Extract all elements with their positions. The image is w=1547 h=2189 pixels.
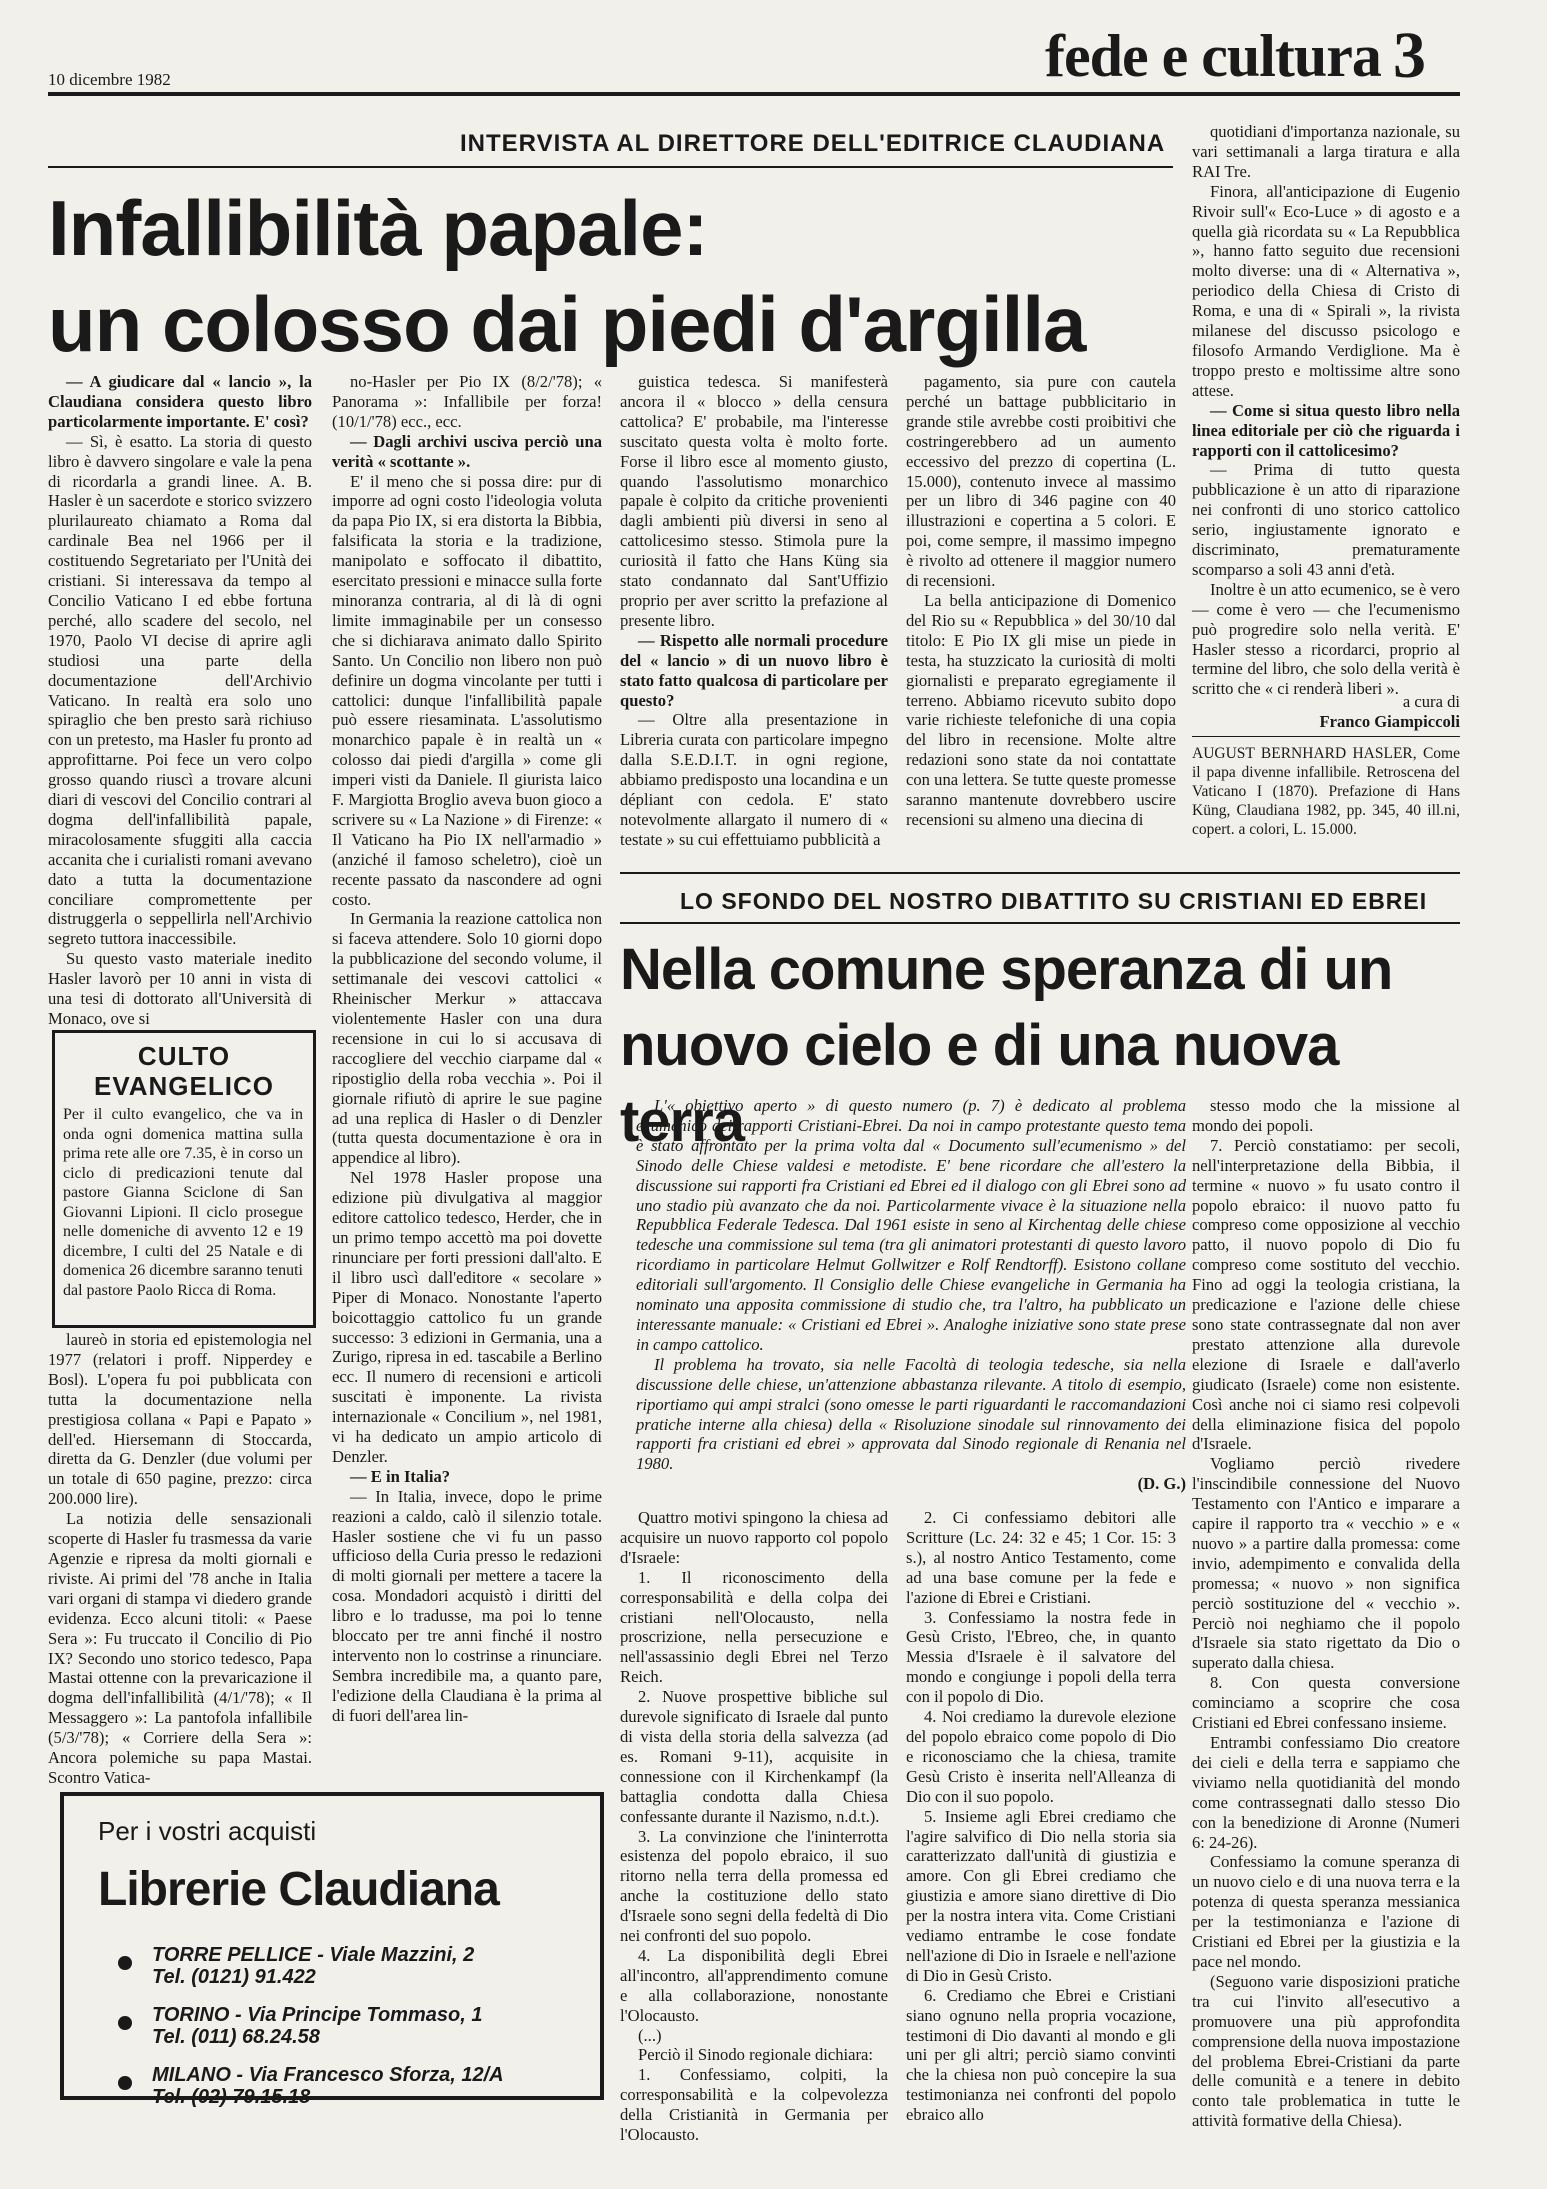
store-address: TORRE PELLICE - Viale Mazzini, 2 xyxy=(152,1944,475,1966)
article1-col2-paragraph: — E in Italia? xyxy=(350,1466,451,1486)
article2-colC-paragraph: Vogliamo perciò rivedere l'inscindibile connessione del Nuovo Testamento con l'Antico e imparare a capire il rapporto tra « vecchio » e « nuovo » a partire dalla promessa: come invio, adempimento e convalida della promessa; « nuovo » non significa perciò sostituzione del « vecchio ». Perciò noi neghiamo che il popolo d'Israele sia stato rigettato da Dio o superato dalla chiesa. xyxy=(1192,1454,1460,1673)
article2-colB-paragraph: 6. Crediamo che Ebrei e Cristiani siano ognuno nella propria vocazione, testimoni di Dio davanti al mondo e gli uni per gli altri; perciò siamo convinti che la chiesa non può concepire la sua testimonianza nei confronti del popolo ebraico allo xyxy=(906,1985,1176,2125)
article1-col5-paragraph: — Come si situa questo libro nella linea editoriale per ciò che riguarda i rapporti con il cattolicesimo? xyxy=(1192,400,1460,460)
librerie-claudiana-ad xyxy=(60,1792,604,2108)
article2-kicker: LO SFONDO DEL NOSTRO DIBATTITO SU CRISTIANI ED EBREI xyxy=(680,888,1428,914)
article2-top-rule xyxy=(620,872,1460,874)
article2-colA-paragraph: 3. La convinzione che l'ininterrotta esistenza del popolo ebraico, il suo ritorno nella terra della promessa ed anche la costituzione dello stato d'Israele sono segni della fedeltà di Dio nei confronti del suo popolo. xyxy=(620,1826,888,1946)
article2-colA-paragraph: (...) xyxy=(638,2025,662,2045)
article1-col1-cont-paragraph: La notizia delle sensazionali scoperte di Hasler fu trasmessa da varie Agenzie e ripresa da molti giornali e riviste. Ai primi del '78 anche in Italia vari organi di stampa vi diedero grande evidenza. Ecco alcuni titoli: « Paese Sera »: Fu truccato il Concilio di Pio IX? Secondo uno storico tedesco, Papa Mastai ottenne con la prevaricazione il dogma dell'infallibilità (4/1/'78); « Il Messaggero »: La pantofola infallibile (5/3/'78); « Corriere della Sera »: Ancora polemiche su papa Mastai. Scontro Vatica- xyxy=(48,1509,312,1787)
article1-col1-paragraph: — A giudicare dal « lancio », la Claudiana considera questo libro particolarmente importante. E' così? xyxy=(48,372,312,431)
article1-col2-paragraph: — Dagli archivi usciva perciò una verità « scottante ». xyxy=(332,431,602,471)
article2-column-b xyxy=(906,1508,1176,2125)
headline-line-1: Infallibilità papale: xyxy=(48,184,708,272)
culto-title-line-2: EVANGELICO xyxy=(94,1071,274,1101)
article2-headline-line-1: Nella comune speranza di un xyxy=(620,937,1393,1002)
article2-colC-paragraph: 8. Con questa conversione cominciamo a scoprire che cosa Cristiani ed Ebrei confessano insieme. xyxy=(1192,1673,1460,1733)
article1-col5-paragraph: — Prima di tutto questa pubblicazione è un atto di riparazione nei confronti di uno storico cattolico serio, ingiustamente ignorato e discriminato, prematuramente scomparso a soli 43 anni d'età. xyxy=(1192,460,1460,579)
ad-intro: Per i vostri acquisti xyxy=(98,1816,317,1846)
book-citation: AUGUST BERNHARD HASLER, Come il papa divenne infallibile. Retroscena del Vaticano I (1870). Prefazione di Hans Küng, Claudiana 1982, pp. 345, 40 ill.ni, copert. a colori, L. 15.000. xyxy=(1192,745,1460,838)
article1-col2-paragraph: In Germania la reazione cattolica non si faceva attendere. Solo 10 giorni dopo la pubblicazione del secondo volume, il settimanale dei vescovi cattolici « Rheinischer Merkur » attaccava violentemente Hasler con una dura recensione in cui lo si accusava di raccogliere del vecchio ciarpame dal « ripostiglio della roba vecchia ». Poi il giornale rifiutò di aprire le sue pagine ad una replica di Hasler o di Denzler (tutta questa documentazione è ora in appendice al libro). xyxy=(332,909,602,1168)
store-phone: Tel. (0121) 91.422 xyxy=(152,1966,316,1988)
article1-col4-paragraph: La bella anticipazione di Domenico del Rio su « Repubblica » del 30/10 dal titolo: E Pio IX gli mise un piede in testa, ha stuzzicato la curiosità di molti giornalisti e preparato egregiamente il terreno. Abbiamo ricevuto subito dopo varie richieste telefoniche di una copia del libro in recensione. Molte altre redazioni sono state da noi contattate con una lettera. Se tutte queste promesse saranno mantenute dovrebbero uscire recensioni su almeno una diecina di xyxy=(906,590,1176,829)
store-milano xyxy=(118,2064,504,2108)
store-address: TORINO - Via Principe Tommaso, 1 xyxy=(152,2004,483,2026)
store-phone: Tel. (011) 68.24.58 xyxy=(152,2026,320,2048)
article2-colA-paragraph: 1. Il riconoscimento della corresponsabilità e della colpa dei cristiani nell'Olocausto, nella proscrizione, nella persecuzione e nell'assassinio degli Ebrei nel Terzo Reich. xyxy=(620,1567,888,1687)
culto-box xyxy=(52,1030,316,1328)
article2-colA-paragraph: Perciò il Sinodo regionale dichiara: xyxy=(638,2045,874,2065)
article2-headline-line-2: nuovo cielo e di una nuova terra xyxy=(620,1013,1339,1154)
article1-col2-paragraph: E' il meno che si possa dire: pur di imporre ad ogni costo l'ideologia voluta da papa Pio IX, si era distorta la Bibbia, falsificata la storia e la tradizione, manipolato e soffocato il dibattito, esercitato pressioni e minacce sulla forte minoranza contraria, al di là di ogni limite immaginabile per un consesso che si dichiarava animato dallo Spirito Santo. Un Concilio non libero non può definire un dogma vincolante per tutti i cattolici: dunque l'infallibilità papale può essere riesaminata. L'assolutismo monarchico papale è in realtà un « colosso dai piedi d'argilla » come gli imperi visti da Daniele. Il giurista laico F. Margiotta Broglio aveva buon gioco a scrivere su « La Nazione » di Firenze: « Il Vaticano ha Pio IX nell'armadio » (anziché il famoso scheletro), cioè un recente passato da nascondere ad ogni costo. xyxy=(332,471,602,909)
signature-prefix: a cura di xyxy=(1402,692,1460,711)
article2-intro-signature: (D. G.) xyxy=(1137,1474,1186,1494)
issue-date: 10 dicembre 1982 xyxy=(48,70,171,89)
article2-colA-paragraph: Quattro motivi spingono la chiesa ad acquisire un nuovo rapporto col popolo d'Israele: xyxy=(620,1508,888,1567)
article2-colA-paragraph: 2. Nuove prospettive bibliche sul durevole significato di Israele dal punto di vista della storia della salvezza (ad es. Romani 9-11), acquisite in connessione con il Kirchenkampf (la battaglia condotta dalla Chiesa confessante durante il Nazismo, n.d.t.). xyxy=(620,1687,888,1826)
article1-col3-paragraph: — Rispetto alle normali procedure del « lancio » di un nuovo libro è stato fatto qualcosa di particolare per questo? xyxy=(620,630,888,710)
article1-col2-paragraph: no-Hasler per Pio IX (8/2/'78); « Panorama »: Infallibile per forza! (10/1/'78) ecc., ecc. xyxy=(332,372,602,431)
article1-kicker: INTERVISTA AL DIRETTORE DELL'EDITRICE CLAUDIANA xyxy=(460,130,1166,157)
article2-intro-para-2: Il problema ha trovato, sia nelle Facoltà di teologia tedesche, sia nella discussione delle chiese, un'attenzione abbastanza rilevante. A titolo di esempio, riportiamo qui ampi stralci (sono omesse le parti riguardanti le raccomandazioni pratiche interne alla chiesa) della « Risoluzione sinodale sul rinnovamento dei rapporti fra cristiani ed ebrei » approvata dal Sinodo regionale di Renania nel 1980. xyxy=(636,1354,1186,1474)
article1-column-2 xyxy=(332,372,602,1780)
article2-colB-paragraph: 5. Insieme agli Ebrei crediamo che l'agire salvifico di Dio nella storia sia caratterizzato dall'unità di giustizia e amore. Con gli Ebrei crediamo che giustizia e amore siano direttive di Dio per la nostra intera vita. Come Cristiani vediamo entrambe le cose fondate nell'azione di Dio in Israele e nell'azione di Dio in Gesù Cristo. xyxy=(906,1806,1176,1985)
store-torre-pellice xyxy=(118,1944,504,1988)
store-torino xyxy=(118,2004,504,2048)
article2-colC-paragraph: stesso modo che la missione al mondo dei popoli. xyxy=(1192,1096,1460,1135)
article1-col5-paragraph: Inoltre è un atto ecumenico, se è vero — come è vero — che l'ecumenismo può progredire solo nella verità. E' Hasler stesso a ricordarci, proprio al termine del libro, che solo della verità è scritto che « ci renderà liberi ». xyxy=(1192,579,1460,699)
article1-col4-paragraph: pagamento, sia pure con cautela perché un battage pubblicitario in grande stile avrebbe costi proibitivi che costringerebbero ad un aumento eccessivo del prezzo di copertina (L. 15.000), contenuto invece al massimo per un libro di 346 pagine con 40 illustrazioni e copertina a 5 colori. E poi, come sempre, il massimo impegno è rivolto ad ottenere il maggior numero di recensioni. xyxy=(906,372,1176,591)
ad-brand: Librerie Claudiana xyxy=(98,1863,499,1916)
store-list xyxy=(118,1944,504,2124)
section-title: fede e cultura xyxy=(1045,23,1381,89)
article2-colA-paragraph: 1. Confessiamo, colpiti, la corresponsabilità e la colpevolezza della Cristianità in Germania per l'Olocausto. xyxy=(620,2065,888,2145)
article1-headline xyxy=(48,180,1173,372)
article1-col2-paragraph: Nel 1978 Hasler propose una edizione più divulgativa al maggior editore cattolico tedesco, Herder, che in un primo tempo accettò ma poi dovette rinunciare per forti pressioni dall'alto. E il libro uscì dall'editore « secolare » Piper di Monaco. Nonostante l'aperto boicottaggio cattolico fu un grande successo: 3 edizioni in Germania, una a Zurigo, ripresa in ed. tascabile a Berlino ecc. Il numero di recensioni e articoli suscitati è imponente. La rivista internazionale « Concilium », nel 1981, vi ha dedicato un ampio articolo di Denzler. xyxy=(332,1168,602,1466)
article2-colB-paragraph: 3. Confessiamo la nostra fede in Gesù Cristo, l'Ebreo, che, in quanto Messia d'Israele è il salvatore del mondo e congiunge i popoli della terra con il popolo di Dio. xyxy=(906,1607,1176,1707)
article1-col1-paragraph: — Sì, è esatto. La storia di questo libro è davvero singolare e vale la pena di ricordarla a grandi linee. A. B. Hasler è un sacerdote e storico svizzero plurilaureato chiamato a Roma dal cardinale Bea nel 1966 per il costituendo Segretariato per l'Unità dei cristiani. Si interessava da tempo al Concilio Vaticano I ed ebbe fortuna perché, allo scadere del secolo, nel 1970, Paolo VI decise di aprire agli studiosi una parte della documentazione dell'Archivio Vaticano. In realtà era solo uno spiraglio che ben presto sarà richiuso con un pretesto, ma Hasler fu pronto ad approfittarne. Poi fece un vero colpo grosso quando riuscì a trovare alcuni diari di vescovi del Concilio contrari al dogma dell'infallibilità papale, miracolosamente sfuggiti alla caccia accanita che i curialisti romani avevano dato a tutta la documentazione conciliare compromettente per distruggerla o seppellirla nell'Archivio segreto tuttora inaccessibile. xyxy=(48,431,312,949)
article1-signature xyxy=(1192,692,1460,738)
article2-intro xyxy=(636,1096,1186,1504)
article1-col2-paragraph: — In Italia, invece, dopo le prime reazioni a caldo, calò il silenzio totale. Hasler sostiene che vi fu un passo ufficioso della Curia presso le redazioni di molti giornali per mettere a tacere la cosa. Mondadori acquistò i diritti del libro e lo tradusse, ma poi lo tenne bloccato per tre anni finché il nostro intervento non lo costrinse a rinunciare. Sembra incredibile ma, a quanto pare, l'edizione della Claudiana è la prima al di fuori dell'area lin- xyxy=(332,1486,602,1725)
article2-colC-paragraph: Entrambi confessiamo Dio creatore dei cieli e della terra e sappiamo che viviamo nella quotidianità del mondo come contrassegnati dallo stesso Dio con la benedizione di Aronne (Numeri 6: 24-26). xyxy=(1192,1733,1460,1852)
article2-colB-paragraph: 4. Noi crediamo la durevole elezione del popolo ebraico come popolo di Dio e riconosciamo che la chiesa, tramite Gesù Cristo è inserita nell'Alleanza di Dio con il suo popolo. xyxy=(906,1707,1176,1806)
culto-box-text: Per il culto evangelico, che va in onda ogni domenica mattina sulla prima rete alle ore 7.35, è in corso un ciclo di predicazioni tenute dal pastore Gianna Sciclone di San Giovanni Lipioni. Il ciclo prosegue nelle domeniche di avvento 12 e 19 dicembre, I culti del 25 Natale e di domenica 26 dicembre saranno tenuti dal pastore Paolo Ricca di Roma. xyxy=(63,1106,303,1299)
article1-col5-paragraph: Finora, all'anticipazione di Eugenio Rivoir sull'« Eco-Luce » di agosto e a quella già ricordata su « La Repubblica », hanno fatto seguito due recensioni molto diverse: una di « Alternativa », periodico della Chiesa di Cristo di Roma, e una di « Spirali », la rivista milanese del discusso psicologo e filosofo Armando Verdiglione. Ma è troppo presto e moltissime altre sono attese. xyxy=(1192,181,1460,400)
article2-colC-paragraph: 7. Perciò constatiamo: per secoli, nell'interpretazione della Bibbia, il termine « nuovo » fu usato contro il popolo ebraico: il nuovo patto fu compreso come opposizione al vecchio patto, il nuovo popolo di Dio fu compreso come sostituto del vecchio. Fino ad oggi la teologia cristiana, la predicazione e l'azione delle chiese sono state contrassegnate dal non aver prestato attenzione alla durevole elezione di Israele e dall'averlo giudicato (Israele) come non esistente. Così anche noi ci siamo resi colpevoli della eliminazione fisica del popolo d'Israele. xyxy=(1192,1135,1460,1454)
store-phone: Tel. (02) 79.15.18 xyxy=(152,2086,311,2108)
article1-col1-paragraph: Su questo vasto materiale inedito Hasler lavorò per 10 anni in vista di una tesi di dottorato all'Università di Monaco, ove si xyxy=(48,949,312,1028)
signature-name: Franco Giampiccoli xyxy=(1319,711,1460,731)
culto-box-title xyxy=(55,1041,313,1101)
article1-column-3 xyxy=(620,372,888,852)
headline-line-2: un colosso dai piedi d'argilla xyxy=(48,280,1086,368)
article1-column-5 xyxy=(1192,122,1460,742)
article1-column-4 xyxy=(906,372,1176,852)
article2-colA-paragraph: 4. La disponibilità degli Ebrei all'incontro, all'apprendimento comune e alla collaborazione, nonostante l'Olocausto. xyxy=(620,1945,888,2025)
article2-column-c xyxy=(1192,1096,1460,2131)
article1-col3-paragraph: — Oltre alla presentazione in Libreria curata con particolare impegno dalla S.E.D.I.T. in ogni regione, abbiamo predisposto una locandina e un dépliant con cedola. E' stato notevolmente allargato il numero di « testate » su cui effettuiamo pubblicità a xyxy=(620,710,888,849)
article1-col3-paragraph: guistica tedesca. Si manifesterà ancora il « blocco » della censura cattolica? E' probabile, ma l'interesse suscitato questa volta è molto forte. Forse il libro esce al momento giusto, quando l'assolutismo monarchico papale è colpito da critiche provenienti dagli ambienti più diversi in seno al cattolicesimo stesso. Stimola pure la curiosità il fatto che Hans Küng sia stato condannato dal Sant'Uffizio proprio per aver scritto la prefazione al presente libro. xyxy=(620,372,888,630)
page-number: 3 xyxy=(1393,19,1426,92)
citation-rule xyxy=(1192,736,1460,737)
article1-col1-cont-paragraph: laureò in storia ed epistemologia nel 1977 (relatori i proff. Nipperdey e Bosl). L'opera fu poi pubblicata con tutta la documentazione nella prestigiosa collana « Papi e Papato » dell'ed. Hiersemann di Stoccarda, diretta da G. Denzler (due volumi per un totale di 650 pagine, prezzo: circa 200.000 lire). xyxy=(48,1330,312,1509)
article2-intro-para-1: L'« obiettivo aperto » di questo numero (p. 7) è dedicato al problema ecumenico dei rapporti Cristiani-Ebrei. Da noi in campo protestante questo tema è stato affrontato per la prima volta dal « Documento sull'ecumenismo » del Sinodo delle Chiese valdesi e metodiste. E' bene ricordare che all'estero la discussione sui rapporti fra Cristiani ed Ebrei ed il dialogo con gli Ebrei sono ad uno stadio più avanzato che da noi. Particolarmente vivace è la situazione nella Repubblica Federale Tedesca. Dal 1961 esiste in seno al Kirchentag delle chiese tedesche una commissione sul tema (tra gli animatori protestanti di questo lavoro ricordiamo in particolare Helmut Gollwitzer e Rolf Rendtorff). Esistono collane editoriali sull'argomento. Il Consiglio delle Chiese evangeliche in Germania ha nominato una apposita commissione di studio che, tra l'altro, ha pubblicato un interessante manuale: « Cristiani ed Ebrei ». Analoghe iniziative sono state prese in campo cattolico. xyxy=(636,1096,1186,1354)
article2-colC-paragraph: Confessiamo la comune speranza di un nuovo cielo e di una nuova terra e la potenza di questa speranza messianica per la testimonianza e l'azione di Cristiani ed Ebrei per la giustizia e la pace nel mondo. xyxy=(1192,1852,1460,1971)
article2-kicker-rule xyxy=(620,922,1460,924)
article2-colC-paragraph: (Seguono varie disposizioni pratiche tra cui l'invito all'esecutivo a promuovere una più approfondita comprensione della nuova impostazione del problema Ebrei-Cristiani da parte delle comunità e a tenere in debito conto tale problematica in tutte le attività formative della Chiesa). xyxy=(1192,1971,1460,2131)
article1-col5-paragraph: quotidiani d'importanza nazionale, su vari settimanali a larga tiratura e alla RAI Tre. xyxy=(1192,122,1460,181)
kicker-rule xyxy=(48,166,1173,168)
article1-column-1-continued xyxy=(48,1330,312,1787)
article2-column-a xyxy=(620,1508,888,2145)
article1-column-1 xyxy=(48,372,312,1028)
masthead-rule xyxy=(48,92,1460,96)
culto-title-line-1: CULTO xyxy=(137,1041,231,1071)
store-address: MILANO - Via Francesco Sforza, 12/A xyxy=(152,2064,504,2086)
article2-colB-paragraph: 2. Ci confessiamo debitori alle Scritture (Lc. 24: 32 e 45; 1 Cor. 15: 3 s.), al nostro Antico Testamento, come ad una base comune per la fede e l'azione di Ebrei e Cristiani. xyxy=(906,1508,1176,1607)
